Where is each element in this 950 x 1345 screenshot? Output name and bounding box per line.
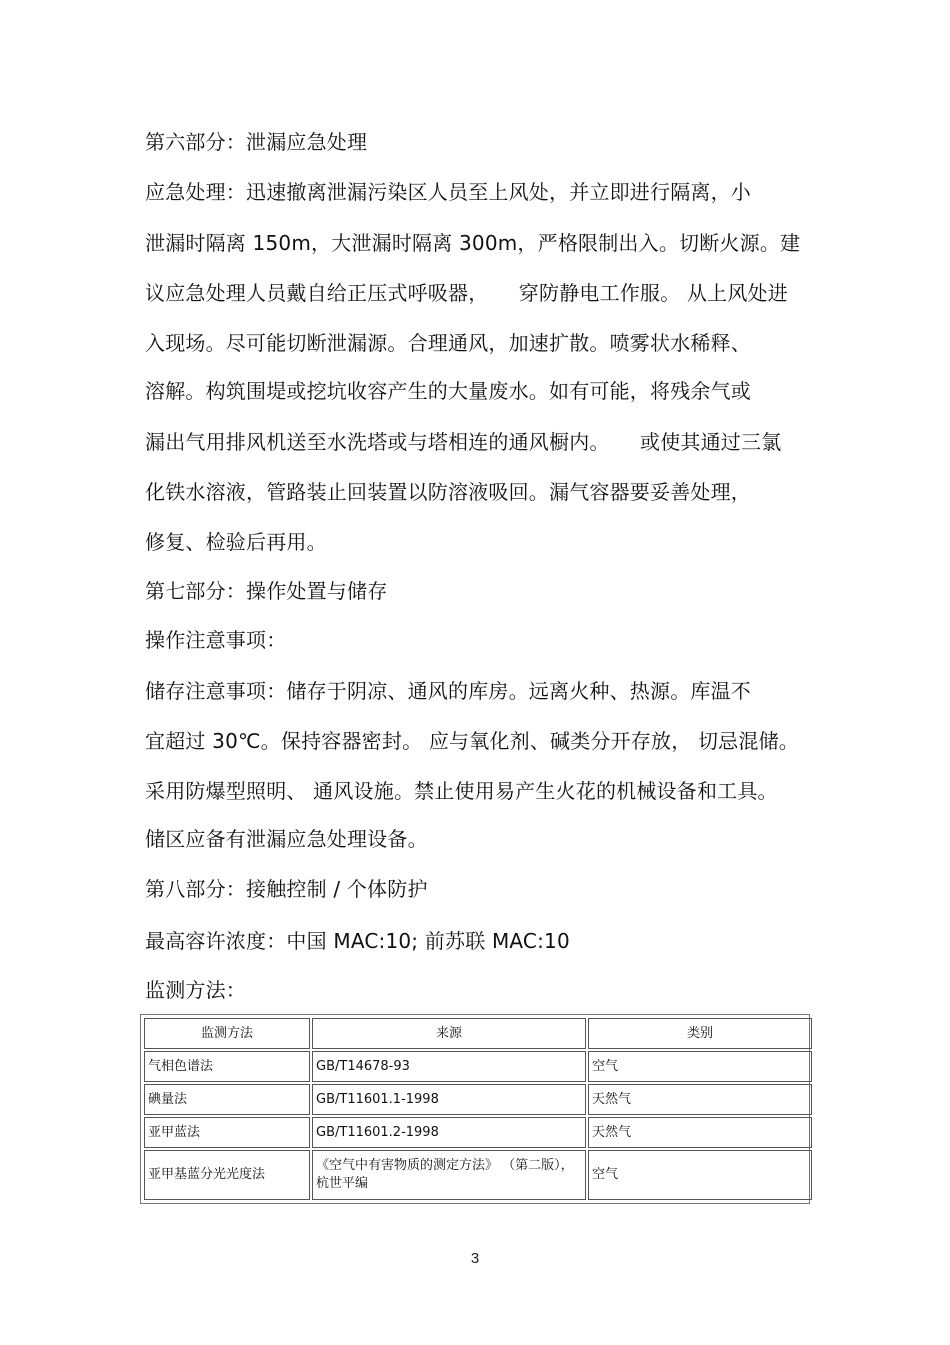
emergency-line-7: 化铁水溶液，管路装止回装置以防溶液吸回。漏气容器要妥善处理， — [145, 480, 751, 504]
table-row — [144, 1117, 812, 1148]
method-cell: 亚甲基蓝分光光度法 — [144, 1150, 310, 1200]
method-cell: 气相色谱法 — [144, 1051, 310, 1082]
storage-line-1: 储存注意事项：储存于阴凉、通风的库房。远离火种、热源。库温不 — [145, 679, 751, 703]
operation-notes: 操作注意事项： — [145, 628, 287, 652]
emergency-line-3: 议应急处理人员戴自给正压式呼吸器， 穿防静电工作服。 从上风处进 — [145, 281, 788, 305]
source-cell: 《空气中有害物质的测定方法》 （第二版），杭世平编 — [312, 1150, 586, 1200]
source-cell: GB/T14678-93 — [312, 1051, 586, 1082]
max-concentration: 最高容许浓度：中国 MAC:10; 前苏联 MAC:10 — [145, 929, 570, 953]
header-source: 来源 — [312, 1018, 586, 1049]
table-row — [144, 1051, 812, 1082]
category-cell: 天然气 — [588, 1117, 812, 1148]
emergency-line-4: 入现场。尽可能切断泄漏源。合理通风，加速扩散。喷雾状水稀释、 — [145, 331, 751, 355]
category-cell: 天然气 — [588, 1084, 812, 1115]
storage-line-3: 采用防爆型照明、 通风设施。禁止使用易产生火花的机械设备和工具。 — [145, 779, 778, 803]
emergency-line-6: 漏出气用排风机送至水洗塔或与塔相连的通风橱内。 或使其通过三氯 — [145, 430, 782, 454]
emergency-line-1: 应急处理：迅速撤离泄漏污染区人员至上风处，并立即进行隔离，小 — [145, 180, 751, 204]
section-six-title: 第六部分：泄漏应急处理 — [145, 130, 368, 154]
table-row — [144, 1150, 812, 1200]
table-row — [144, 1084, 812, 1115]
source-cell: GB/T11601.1-1998 — [312, 1084, 586, 1115]
page-number: 3 — [470, 1250, 480, 1267]
header-category: 类别 — [588, 1018, 812, 1049]
emergency-line-5: 溶解。构筑围堤或挖坑收容产生的大量废水。如有可能，将残余气或 — [145, 379, 751, 403]
monitoring-label: 监测方法： — [145, 978, 246, 1002]
monitoring-methods-table — [142, 1016, 814, 1202]
emergency-line-2: 泄漏时隔离 150m，大泄漏时隔离 300m，严格限制出入。切断火源。建 — [145, 231, 801, 255]
section-seven-title: 第七部分：操作处置与储存 — [145, 579, 388, 603]
header-method: 监测方法 — [144, 1018, 310, 1049]
source-cell: GB/T11601.2-1998 — [312, 1117, 586, 1148]
section-eight-title: 第八部分：接触控制 / 个体防护 — [145, 877, 428, 901]
storage-line-2: 宜超过 30℃。保持容器密封。 应与氧化剂、碱类分开存放， 切忌混储。 — [145, 729, 799, 753]
category-cell: 空气 — [588, 1051, 812, 1082]
monitoring-table-frame — [140, 1014, 810, 1204]
category-cell: 空气 — [588, 1150, 812, 1200]
storage-line-4: 储区应备有泄漏应急处理设备。 — [145, 827, 428, 851]
emergency-line-8: 修复、检验后再用。 — [145, 530, 327, 554]
method-cell: 亚甲蓝法 — [144, 1117, 310, 1148]
table-header-row — [144, 1018, 812, 1049]
method-cell: 碘量法 — [144, 1084, 310, 1115]
